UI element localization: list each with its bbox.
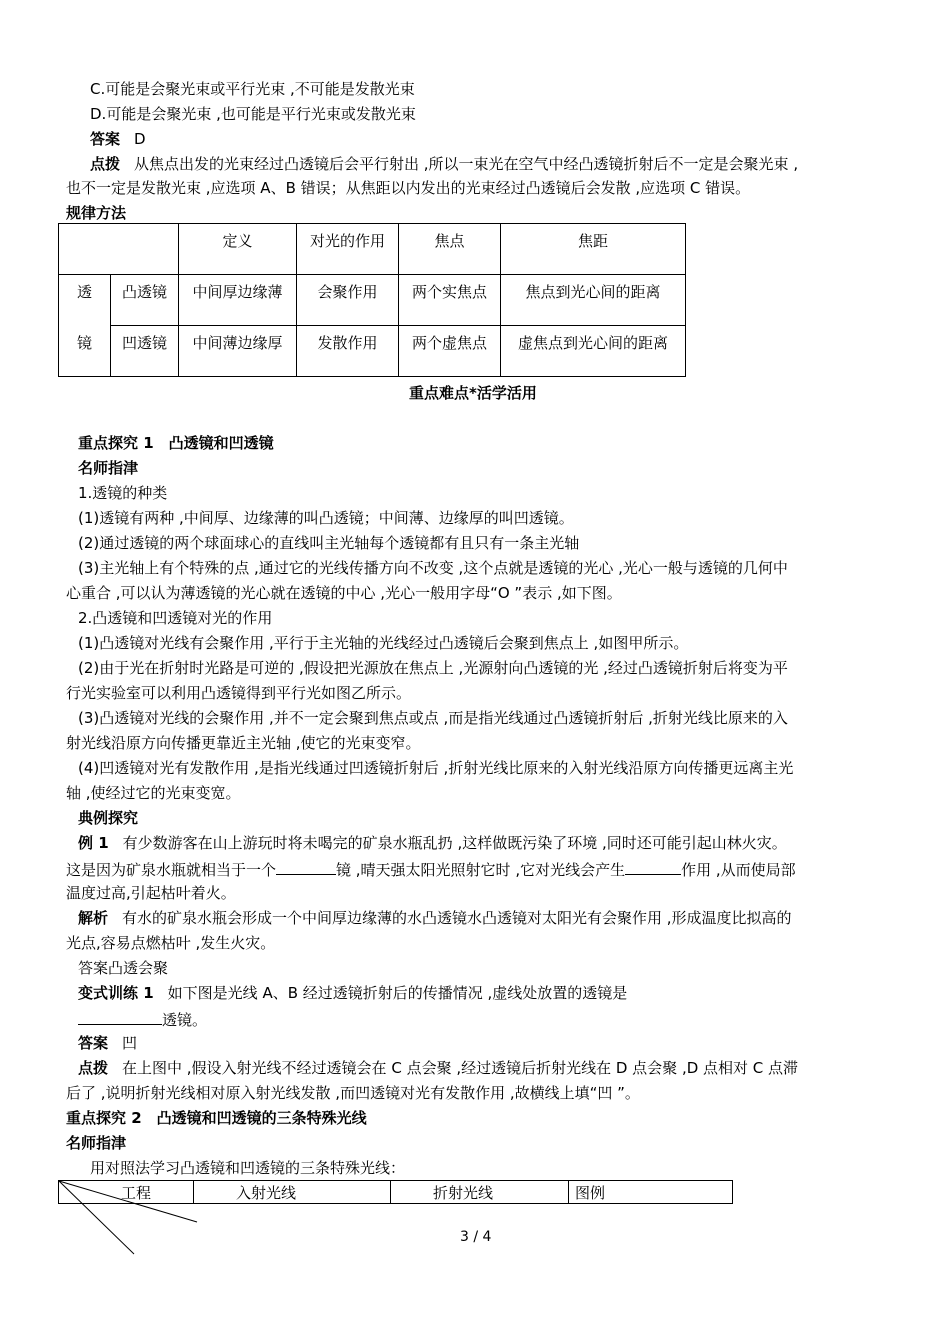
rules-cell-concave-name: 凹透镜 [111, 326, 179, 377]
rules-cell-concave-def: 中间薄边缘厚 [179, 326, 297, 377]
tip-line-2: 也不一定是发散光束 ,应选项 A、B 错误；从焦距以内发出的光束经过凸透镜后会发散 ,应选项 C 错误。 [66, 179, 751, 197]
explore1-p8a: (3)凸透镜对光线的会聚作用 ,并不一定会聚到焦点或点 ,而是指光线通过凸透镜折射后 ,折射光线比原来的入 [78, 709, 788, 727]
option-d: D.可能是会聚光束 ,也可能是平行光束或发散光束 [90, 105, 416, 123]
explore1-p2: (1)透镜有两种 ,中间厚、边缘薄的叫凸透镜；中间薄、边缘厚的叫凹透镜。 [78, 509, 574, 527]
explore2-title: 重点探究 2 凸透镜和凹透镜的三条特殊光线 [66, 1109, 367, 1127]
example-text-2b: 镜 ,晴天强太阳光照射它时 ,它对光线会产生 [336, 861, 626, 879]
variant-answer-label: 答案 [78, 1034, 109, 1052]
rules-cell-convex-focal: 焦点到光心间的距离 [501, 275, 686, 326]
example-text-2a: 这是因为矿泉水瓶就相当于一个 [66, 861, 277, 879]
variant-text-1: 如下图是光线 A、B 经过透镜折射后的传播情况 ,虚线处放置的透镜是 [167, 984, 628, 1002]
analysis-line-2: 光点,容易点燃枯叶 ,发生火灾。 [66, 934, 276, 952]
rules-cell-concave-focus: 两个虚焦点 [399, 326, 501, 377]
explore1-p4a: (3)主光轴上有个特殊的点 ,通过它的光线传播方向不改变 ,这个点就是透镜的光心 ,光心一般与透镜的几何中 [78, 559, 788, 577]
rules-group-label-bottom: 镜 [59, 326, 111, 377]
tip-text-1: 从焦点出发的光束经过凸透镜后会平行射出 ,所以一束光在空气中经凸透镜折射后不一定是会聚光束 , [134, 155, 799, 173]
rules-group-label-top: 透 [59, 275, 111, 326]
tip-label: 点拨 [90, 155, 121, 173]
rules-heading: 规律方法 [66, 204, 127, 222]
explore1-guide: 名师指津 [78, 459, 139, 477]
rules-cell-concave-focal: 虚焦点到光心间的距离 [501, 326, 686, 377]
example-line-3: 温度过高,引起枯叶着火。 [66, 884, 236, 902]
example-text-2c: 作用 ,从而使局部 [681, 861, 796, 879]
explore1-p5: 2.凸透镜和凹透镜对光的作用 [78, 609, 273, 627]
example-answer: 答案凸透会聚 [78, 959, 169, 977]
explore1-p7a: (2)由于光在折射时光路是可逆的 ,假设把光源放在焦点上 ,光源射向凸透镜的光 ,经过凸透镜折射后将变为平 [78, 659, 788, 677]
explore1-p6: (1)凸透镜对光线有会聚作用 ,平行于主光轴的光线经过凸透镜后会聚到焦点上 ,如图甲所示。 [78, 634, 689, 652]
explore1-p4b: 心重合 ,可以认为薄透镜的光心就在透镜的中心 ,光心一般用字母“O ”表示 ,如下图。 [66, 584, 622, 602]
variant-tip-line-2: 后了 ,说明折射光线相对原入射光线发散 ,而凹透镜对光有发散作用 ,故横线上填“凹 ”。 [66, 1084, 640, 1102]
explore1-p9a: (4)凹透镜对光有发散作用 ,是指光线通过凹透镜折射后 ,折射光线比原来的入射光线沿原方向传播更远离主光 [78, 759, 794, 777]
rules-cell-convex-focus: 两个实焦点 [399, 275, 501, 326]
answer-value: D [134, 130, 146, 148]
page-number: 3 / 4 [460, 1229, 492, 1245]
rules-cell-convex-effect: 会聚作用 [297, 275, 399, 326]
variant-text-2: 透镜。 [162, 1011, 208, 1029]
option-c: C.可能是会聚光束或平行光束 ,不可能是发散光束 [90, 80, 415, 98]
special-rays-col-refracted: 折射光线 [391, 1181, 569, 1204]
explore1-p9b: 轴 ,使经过它的光束变宽。 [66, 784, 241, 802]
example-label: 例 1 [78, 834, 109, 852]
rules-col-definition: 定义 [179, 224, 297, 275]
explore1-title: 重点探究 1 凸透镜和凹透镜 [78, 434, 274, 452]
explore2-intro: 用对照法学习凸透镜和凹透镜的三条特殊光线： [90, 1159, 406, 1177]
special-rays-col-legend: 图例 [569, 1181, 733, 1204]
explore2-guide: 名师指津 [66, 1134, 127, 1152]
example-text-1: 有少数游客在山上游玩时将未喝完的矿泉水瓶乱扔 ,这样做既污染了环境 ,同时还可能引起山林火灾。 [122, 834, 787, 852]
rules-col-focal-length: 焦距 [501, 224, 686, 275]
example-heading: 典例探究 [78, 809, 139, 827]
variant-tip-label: 点拨 [78, 1059, 109, 1077]
explore1-p3: (2)通过透镜的两个球面球心的直线叫主光轴每个透镜都有且只有一条主光轴 [78, 534, 580, 552]
explore1-p1: 1.透镜的种类 [78, 484, 168, 502]
analysis-text-1: 有水的矿泉水瓶会形成一个中间厚边缘薄的水凸透镜水凸透镜对太阳光有会聚作用 ,形成温度比拟高的 [122, 909, 792, 927]
variant-answer-value: 凹 [122, 1034, 138, 1052]
rules-col-focus: 焦点 [399, 224, 501, 275]
rules-cell-concave-effect: 发散作用 [297, 326, 399, 377]
rules-cell-convex-name: 凸透镜 [111, 275, 179, 326]
explore1-p8b: 射光线沿原方向传播更靠近主光轴 ,使它的光束变窄。 [66, 734, 421, 752]
analysis-label: 解析 [78, 909, 109, 927]
variant-tip-text-1: 在上图中 ,假设入射光线不经过透镜会在 C 点会聚 ,经过透镜后折射光线在 D 点会聚 ,D 点相对 C 点滞 [122, 1059, 799, 1077]
answer-label: 答案 [90, 130, 121, 148]
rules-col-effect: 对光的作用 [297, 224, 399, 275]
variant-label: 变式训练 1 [78, 984, 154, 1002]
explore1-p7b: 行光实验室可以利用凸透镜得到平行光如图乙所示。 [66, 684, 412, 702]
rules-cell-convex-def: 中间厚边缘薄 [179, 275, 297, 326]
special-rays-col-incident: 入射光线 [194, 1181, 391, 1204]
section-title: 重点难点*活学活用 [409, 384, 537, 402]
special-rays-col-item: 工程 [59, 1181, 194, 1204]
